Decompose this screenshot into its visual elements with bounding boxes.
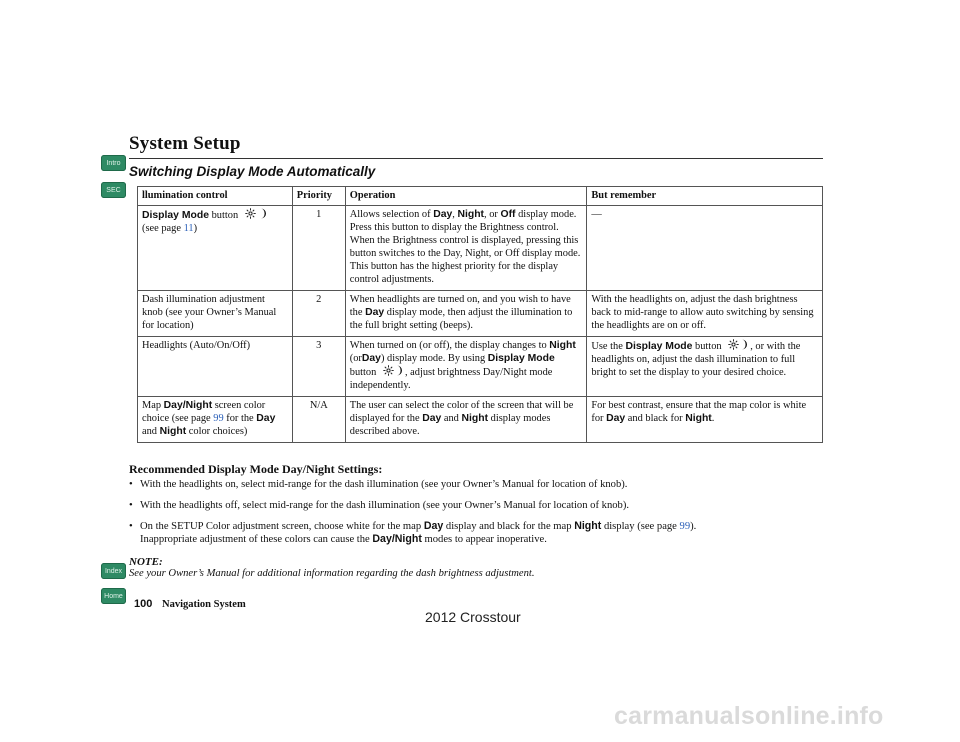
day-keyword: Day (361, 353, 381, 364)
list-item (129, 520, 829, 546)
page-title: System Setup (129, 133, 241, 154)
remember-cell: — (587, 206, 823, 291)
remember-text: Use the (591, 341, 623, 352)
control-cell: Headlights (Auto/On/Off) (138, 337, 293, 397)
remember-cell (587, 397, 823, 443)
page-99-link[interactable]: 99 (679, 521, 691, 532)
page-11-link[interactable]: 11 (183, 223, 194, 234)
watermark: carmanualsonline.info (614, 702, 884, 730)
paren-close: ) (193, 223, 198, 234)
bullet-text: ). (690, 521, 697, 532)
priority-cell: N/A (292, 397, 345, 443)
bullet-text: On the SETUP Color adjustment screen, choose white for the map (140, 521, 422, 532)
recommended-heading: Recommended Display Mode Day/Night Settings: (129, 462, 383, 476)
illumination-table (137, 186, 823, 443)
control-text: color choices) (188, 426, 248, 437)
operation-cell (345, 206, 587, 291)
priority-cell: 3 (292, 337, 345, 397)
index-tab[interactable]: Index (101, 563, 126, 579)
night-keyword: Night (159, 426, 187, 437)
day-keyword: Day (606, 413, 626, 424)
see-page-text: (see page (142, 223, 181, 234)
moon-icon (396, 365, 403, 376)
note-label: NOTE: (129, 556, 163, 568)
sun-icon (383, 365, 394, 376)
night-keyword: Night (574, 520, 602, 532)
day-keyword: Day (422, 413, 442, 424)
op-text: (or (349, 353, 362, 364)
op-text: , (452, 209, 455, 220)
op-priority-text: This button has the highest priority for the display control adjustments. (349, 261, 559, 285)
night-keyword: Night (457, 209, 485, 220)
remember-cell (587, 337, 823, 397)
op-text: display mode. Press this button to display the Brightness control. When the Brightness control is displayed, pressing this button switches to the Day, Night, or Off display mode. (349, 209, 581, 259)
section-heading: Switching Display Mode Automatically (129, 164, 376, 179)
bullet-text: display (see page (603, 521, 677, 532)
night-keyword: Night (461, 413, 489, 424)
sun-icon (728, 339, 739, 350)
control-text: for the (226, 413, 254, 424)
op-text: display modes described above. (349, 413, 551, 437)
sun-icon (245, 208, 256, 219)
remember-text: For best contrast, ensure that the map color is white for (591, 400, 807, 424)
column-header-control: llumination control (138, 187, 293, 206)
control-text: and (142, 426, 158, 437)
table-header-row (138, 187, 823, 206)
day-keyword: Day (433, 209, 453, 220)
remember-text: . (711, 413, 715, 424)
control-cell (138, 397, 293, 443)
op-text: Allows selection of (349, 209, 431, 220)
day-keyword: Day (423, 520, 444, 532)
priority-cell: 1 (292, 206, 345, 291)
night-keyword: Night (685, 413, 712, 424)
display-mode-label: Display Mode (487, 353, 555, 364)
op-text: When turned on (or off), the display changes to (349, 340, 547, 351)
note-text: See your Owner’s Manual for additional information regarding the dash brightness adjustment. (129, 568, 535, 579)
column-header-priority: Priority (292, 187, 345, 206)
night-keyword: Night (549, 340, 576, 351)
title-divider (129, 158, 823, 159)
footer-label: Navigation System (162, 599, 246, 610)
display-mode-label: Display Mode (142, 210, 209, 221)
control-cell: Dash illumination adjustment knob (see your Owner’s Manual for location) (138, 291, 293, 337)
button-word: button (695, 341, 722, 352)
daynight-keyword: Day/Night (163, 400, 213, 411)
recommended-list (129, 478, 829, 554)
bullet-text: Inappropriate adjustment of these colors can cause the (140, 534, 370, 545)
intro-tab[interactable]: Intro (101, 155, 126, 171)
table-row (138, 291, 823, 337)
op-text: When headlights are turned on, and you wish to have the (349, 294, 571, 318)
column-header-operation: Operation (345, 187, 587, 206)
daynight-keyword: Day/Night (372, 533, 422, 545)
list-item: • With the headlights off, select mid-range for the dash illumination (see your Owner’s Manual for location of knob). (129, 499, 829, 512)
moon-icon (260, 208, 267, 219)
remember-text: , or with the headlights on, adjust the dash illumination to full bright to set the display to your desired choice. (591, 341, 801, 378)
op-text: , adjust brightness Day/Night mode independently. (349, 367, 553, 391)
button-word: button (211, 210, 239, 221)
operation-cell (345, 291, 587, 337)
button-word: button (349, 367, 377, 378)
control-text: Map (142, 400, 162, 411)
home-tab[interactable]: Home (101, 588, 126, 604)
op-text: The user can select the color of the screen that will be displayed for the (349, 400, 574, 424)
page-99-link[interactable]: 99 (213, 413, 224, 424)
sec-tab[interactable]: SEC (101, 182, 126, 198)
table-row (138, 206, 823, 291)
bullet-text: modes to appear inoperative. (424, 534, 547, 545)
operation-cell (345, 397, 587, 443)
op-text: display mode, then adjust the illumination to the full bright setting (beeps). (349, 307, 573, 331)
list-item: • With the headlights on, select mid-range for the dash illumination (see your Owner’s Manual for location of knob). (129, 478, 829, 491)
control-text: screen color choice (see page (142, 400, 266, 424)
day-keyword: Day (256, 413, 276, 424)
display-mode-label: Display Mode (625, 341, 693, 352)
priority-cell: 2 (292, 291, 345, 337)
table-row (138, 337, 823, 397)
page-number: 100 (134, 598, 153, 610)
remember-text: and black for (627, 413, 683, 424)
control-cell (138, 206, 293, 291)
model-label: 2012 Crosstour (425, 609, 521, 625)
op-text: ) display mode. By using (380, 353, 486, 364)
op-text: and (443, 413, 459, 424)
moon-icon (741, 339, 748, 350)
column-header-remember: But remember (587, 187, 823, 206)
table-row (138, 397, 823, 443)
day-keyword: Day (365, 307, 385, 318)
op-text: , or (484, 209, 498, 220)
operation-cell (345, 337, 587, 397)
remember-cell: With the headlights on, adjust the dash brightness back to mid-range to allow auto switching by sensing the headlights are on or off. (587, 291, 823, 337)
off-keyword: Off (500, 209, 516, 220)
bullet-text: display and black for the map (445, 521, 572, 532)
